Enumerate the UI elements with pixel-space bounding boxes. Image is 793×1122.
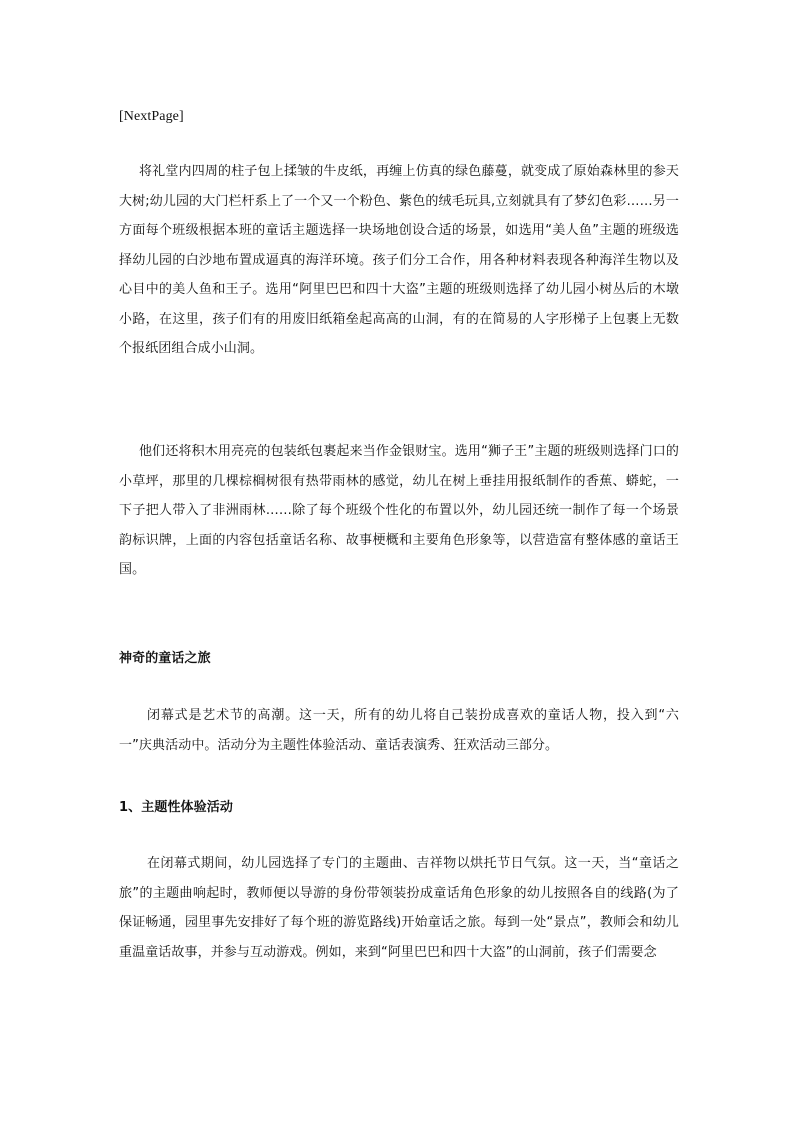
section-heading: 神奇的童话之旅: [119, 651, 211, 666]
section-paragraph: 闭幕式是艺术节的高潮。这一天，所有的幼儿将自己装扮成喜欢的童话人物，投入到“六一”庆典活动中。活动分为主题性体验活动、童话表演秀、狂欢活动三部分。: [119, 708, 679, 753]
body-paragraph-2: 他们还将积木用亮亮的包装纸包裹起来当作金银财宝。选用“狮子王”主题的班级则选择门口的小草坪，那里的几棵棕榈树很有热带雨林的感觉，幼儿在树上垂挂用报纸制作的香蕉、蟒蛇，一下子把人带入了非洲雨林……除了每个班级个性化的布置以外，幼儿园还统一制作了每一个场景韵标识牌，上面的内容包括童话名称、故事梗概和主要角色形象等，以营造富有整体感的童话王国。: [119, 444, 679, 577]
subsection-paragraph: 在闭幕式期间，幼儿园选择了专门的主题曲、吉祥物以烘托节日气氛。这一天，当“童话之旅”的主题曲响起时，教师便以导游的身份带领装扮成童话角色形象的幼儿按照各自的线路(为了保证畅通，园里事先安排好了每个班的游览路线)开始童话之旅。每到一处“景点”，教师会和幼儿重温童话故事，并参与互动游戏。例如，来到“阿里巴巴和四十大盗”的山洞前，孩子们需要念: [119, 856, 679, 960]
subsection-heading: 1、主题性体验活动: [119, 800, 233, 815]
page-marker: [NextPage]: [119, 109, 184, 124]
body-paragraph-1: 将礼堂内四周的柱子包上揉皱的牛皮纸，再缠上仿真的绿色藤蔓，就变成了原始森林里的参天大树;幼儿园的大门栏杆系上了一个又一个粉色、紫色的绒毛玩具,立刻就具有了梦幻色彩……另一方面每个班级根据本班的童话主题选择一块场地创设合适的场景，如选用“美人鱼”主题的班级选择幼儿园的白沙地布置成逼真的海洋环境。孩子们分工合作，用各种材料表现各种海洋生物以及心目中的美人鱼和王子。选用“阿里巴巴和四十大盗”主题的班级则选择了幼儿园小树丛后的木墩小路，在这里，孩子们有的用废旧纸箱垒起高高的山洞，有的在简易的人字形梯子上包裹上无数个报纸团组合成小山洞。: [119, 164, 679, 356]
